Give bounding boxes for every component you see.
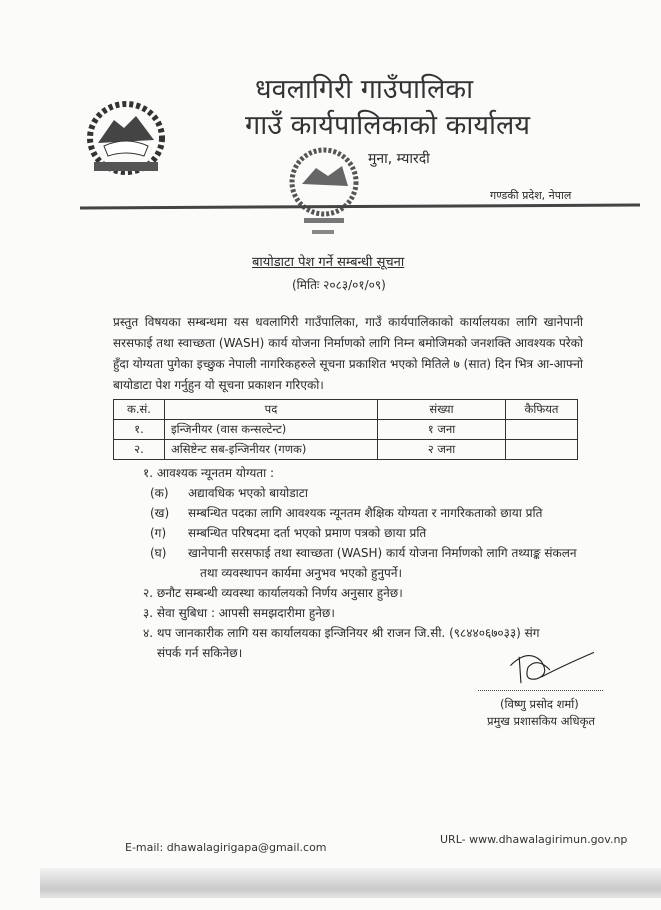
- condition-2: २. छनौट सम्बन्धी व्यवस्था कार्यालयको निर्णय अनुसार हुनेछ।: [143, 586, 403, 600]
- table-row: [114, 420, 578, 440]
- sub-item-ga: [113, 523, 583, 543]
- col-header-remarks: कैफियत: [506, 400, 578, 420]
- footer-url: URL- www.dhawalagirimun.gov.np: [440, 833, 628, 846]
- sub-mark-ka: (क): [150, 486, 169, 500]
- sub-mark-gha: (घ): [150, 546, 167, 560]
- signature-line: [478, 690, 603, 691]
- condition-3: ३. सेवा सुबिधा : आपसी समझदारीमा हुनेछ।: [143, 606, 335, 620]
- signatory-name: (विष्णु प्रसोद शर्मा): [500, 697, 579, 711]
- sub-text-gha: खानेपानी सरसफाई तथा स्वाच्छता (WASH) कार्य योजना निर्माणको लागि तथ्याङ्क संकलन: [188, 546, 577, 560]
- cell-remarks: [506, 440, 578, 460]
- cell-sn: १.: [114, 420, 165, 440]
- sub-text-ga: सम्बन्धित परिषदमा दर्ता भएको प्रमाण पत्रको छाया प्रति: [188, 526, 427, 540]
- signatory-title: प्रमुख प्रशासकिय अधिकृत: [487, 714, 595, 728]
- notice-body: प्रस्तुत विषयका सम्बन्धमा यस धवलागिरी गाउँपालिका, गाउँ कार्यपालिकाको कार्यालयका लागि खानेपानी सरसफाई तथा स्वाच्छता (WASH) कार्य योजना निर्माणको लागि निम्न बमोजिमको जनशक्ति आवश्यक परेको हुँदा योग्यता पुगेका इच्छुक नेपाली नागरिकहरुले सूचना प्रकाशित भएको मितिले ७ (सात) दिन भित्र आ-आफ्नो बायोडाटा पेश गर्नुहुन यो सूचना प्रकाशन गरिएको।: [113, 315, 583, 392]
- sub-item-ka: [113, 483, 583, 503]
- cell-count: २ जना: [378, 440, 506, 460]
- conditions-list: [113, 463, 583, 663]
- sub-text-ka: अद्यावधिक भएको बायोडाटा: [188, 486, 308, 500]
- col-header-post: पद: [165, 400, 378, 420]
- table-header-row: [114, 400, 578, 420]
- office-title-line2: गाउँ कार्यपालिकाको कार्यालय: [245, 110, 530, 141]
- condition-4: ४. थप जानकारीक लागि यस कार्यालयका इन्जिनियर श्री राजन जि.सी. (९८४४०६७०३३) संग: [143, 626, 540, 640]
- condition-1: १. आवश्यक न्यूनतम योग्यता :: [143, 466, 275, 480]
- cell-post: असिष्टेन्ट सब-इन्जिनीयर (गणक): [165, 440, 378, 460]
- col-header-count: संख्या: [378, 400, 506, 420]
- notice-content: [113, 312, 583, 663]
- emblem-icon: [84, 98, 168, 178]
- scan-shadow-band: [40, 868, 661, 898]
- footer-email: E-mail: dhawalagirigapa@gmail.com: [125, 841, 327, 854]
- sub-mark-ga: (ग): [150, 526, 167, 540]
- cell-sn: २.: [114, 440, 165, 460]
- office-stamp-icon: [282, 144, 366, 244]
- signature-icon: [495, 648, 605, 692]
- table-row: [114, 440, 578, 460]
- sub-item-kha: [113, 503, 583, 523]
- sub-item-gha: [113, 543, 583, 563]
- province-label: गण्डकी प्रदेश, नेपाल: [490, 189, 572, 202]
- sub-text-gha-cont: तथा व्यवस्थापन कार्यमा अनुभव भएको हुनुपर्ने।: [200, 566, 403, 580]
- cell-count: १ जना: [378, 420, 506, 440]
- notice-subject: बायोडाटा पेश गर्ने सम्बन्धी सूचना: [252, 255, 405, 270]
- office-title-line1: धवलागिरी गाउँपालिका: [255, 74, 474, 105]
- col-header-sn: क.सं.: [114, 400, 165, 420]
- sub-mark-kha: (ख): [150, 506, 170, 520]
- notice-date: (मितिः २०८३/०१/०९): [292, 278, 386, 292]
- sub-text-kha: सम्बन्धित पदका लागि आवश्यक न्यूनतम शैक्षिक योग्यता र नागरिकताको छाया प्रति: [188, 506, 543, 520]
- cell-post: इन्जिनीयर (वास कन्सल्टेन्ट): [165, 420, 378, 440]
- office-address: मुना, म्यारदी: [368, 151, 430, 167]
- condition-4-cont: संपर्क गर्न सकिनेछ।: [157, 646, 243, 660]
- positions-table: [113, 399, 578, 460]
- cell-remarks: [506, 420, 578, 440]
